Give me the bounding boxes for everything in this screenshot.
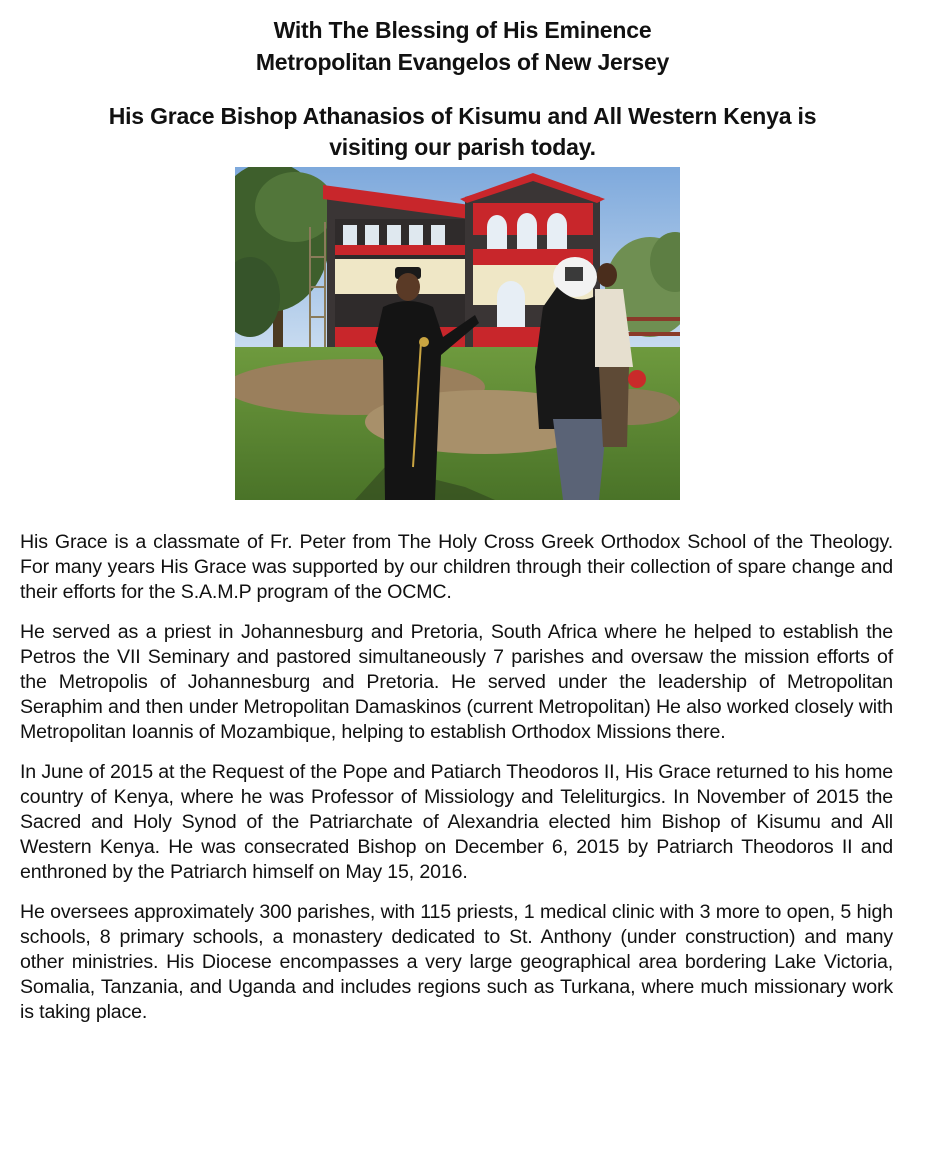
paragraph-south-africa: He served as a priest in Johannesburg and Pretoria, South Africa where he helped to establish the Petros the VII Seminary and pastored simultaneously 7 parishes and oversaw the mission efforts of the Metropolis of Johannesburg and Pretoria. He served under the leadership of Metropolitan Seraphim and then under Metropolitan Damaskinos (current Metropolitan) He also worked closely with Metropolitan Ioannis of Mozambique, helping to establish Orthodox Missions there. bbox=[20, 621, 893, 743]
bishop-photo bbox=[235, 167, 680, 500]
paragraph-diocese: He oversees approximately 300 parishes, with 115 priests, 1 medical clinic with 3 more to open, 5 high schools, 8 primary schools, a monastery dedicated to St. Anthony (under construction) and many other ministries. His Diocese encompasses a very large geographical area bordering Lake Victoria, Somalia, Tanzania, and Uganda and includes regions such as Turkana, where much missionary work is taking place. bbox=[20, 901, 893, 1023]
blessing-line-1: With The Blessing of His Eminence bbox=[273, 17, 652, 43]
paragraph-kenya-return: In June of 2015 at the Request of the Pope and Patiarch Theodoros II, His Grace returned to his home country of Kenya, where he was Professor of Missiology and Teleliturgics. In November of 2015 the Sacred and Holy Synod of the Patriarchate of Alexandria elected him Bishop of Kisumu and All Western Kenya. He was consecrated Bishop on December 6, 2015 by Patriarch Theodoros II and enthroned by the Patriarch himself on May 15, 2016. bbox=[20, 761, 893, 883]
visit-line-2: visiting our parish today. bbox=[329, 134, 596, 160]
visit-heading bbox=[0, 101, 925, 163]
blessing-heading bbox=[0, 14, 925, 78]
paragraph-classmate: His Grace is a classmate of Fr. Peter from The Holy Cross Greek Orthodox School of the Theology. For many years His Grace was supported by our children through their collection of spare change and their efforts for the S.A.M.P program of the OCMC. bbox=[20, 531, 893, 603]
blessing-line-2: Metropolitan Evangelos of New Jersey bbox=[255, 49, 670, 75]
bishop-photo-illustration bbox=[235, 167, 680, 500]
visit-line-1: His Grace Bishop Athanasios of Kisumu and All Western Kenya is bbox=[108, 103, 817, 129]
article-body bbox=[20, 530, 893, 1040]
